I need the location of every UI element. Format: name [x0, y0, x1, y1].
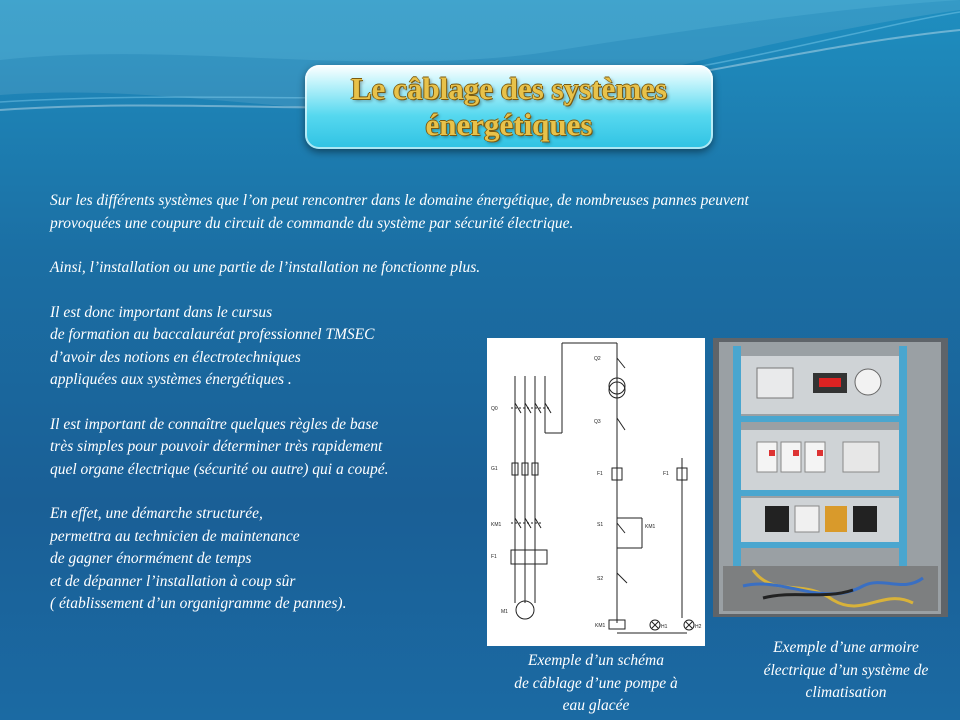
text-line: appliquées aux systèmes énergétiques . [50, 371, 292, 388]
text-line: Sur les différents systèmes que l’on peut rencontrer dans le domaine énergétique, de nombreuses pannes peuvent [50, 192, 749, 209]
diagram-label: Q0 [491, 406, 498, 412]
diagram-label: F1 [491, 554, 497, 560]
text-line: Il est important de connaître quelques règles de base [50, 415, 379, 433]
text-line: de gagner énormément de temps [50, 550, 252, 567]
title-line-2: énergétiques [425, 107, 593, 142]
text-line: Il est donc important dans le cursus [50, 303, 273, 321]
caption-armoire [735, 637, 957, 705]
diagram-label: Q2 [594, 356, 601, 362]
slide-title [351, 71, 667, 143]
caption-line: électrique d’un système de [763, 661, 929, 679]
text-line: quel organe électrique (sécurité ou autre) qui a coupé. [50, 460, 389, 478]
diagram-label: KM1 [645, 524, 656, 530]
diagram-label: H1 [661, 624, 668, 630]
diagram-label: H2 [695, 624, 702, 630]
diagram-label: G1 [491, 466, 498, 472]
diagram-label: KM1 [595, 623, 606, 629]
wiring-diagram-image [487, 338, 705, 646]
cabinet-illustration [713, 338, 948, 617]
diagram-label: S2 [597, 576, 604, 582]
wiring-schematic [487, 338, 705, 646]
diagram-label: Q3 [594, 419, 601, 425]
text-line: permettra au technicien de maintenance [50, 527, 300, 545]
diagram-label: M1 [501, 609, 508, 615]
text-line: En effet, une démarche structurée, [50, 505, 263, 522]
diagram-label: F1 [663, 471, 669, 477]
paragraph-ainsi [50, 257, 920, 280]
title-box [305, 65, 713, 149]
diagram-label: S1 [597, 522, 604, 528]
text-line: d’avoir des notions en électrotechniques [50, 348, 301, 366]
title-line-1: Le câblage des systèmes [351, 71, 667, 106]
caption-line: de câblage d’une pompe à [514, 674, 678, 692]
text-line: et de dépanner l’installation à coup sûr [50, 572, 296, 590]
text-line: Ainsi, l’installation ou une partie de l’installation ne fonctionne plus. [50, 259, 481, 276]
electrical-cabinet-photo [713, 338, 948, 617]
text-line: ( établissement d’un organigramme de pannes). [50, 595, 347, 612]
text-line: très simples pour pouvoir déterminer très rapidement [50, 438, 383, 455]
caption-line: climatisation [805, 684, 887, 701]
diagram-label: KM1 [491, 522, 502, 528]
caption-line: eau glacée [562, 697, 630, 714]
caption-line: Exemple d’une armoire [773, 639, 919, 656]
diagram-label: F1 [597, 471, 603, 477]
caption-line: Exemple d’un schéma [527, 652, 664, 669]
text-line: de formation au baccalauréat professionnel TMSEC [50, 326, 375, 343]
caption-schema [484, 650, 708, 718]
text-line: provoquées une coupure du circuit de commande du système par sécurité électrique. [50, 214, 574, 232]
paragraph-intro [50, 190, 920, 235]
